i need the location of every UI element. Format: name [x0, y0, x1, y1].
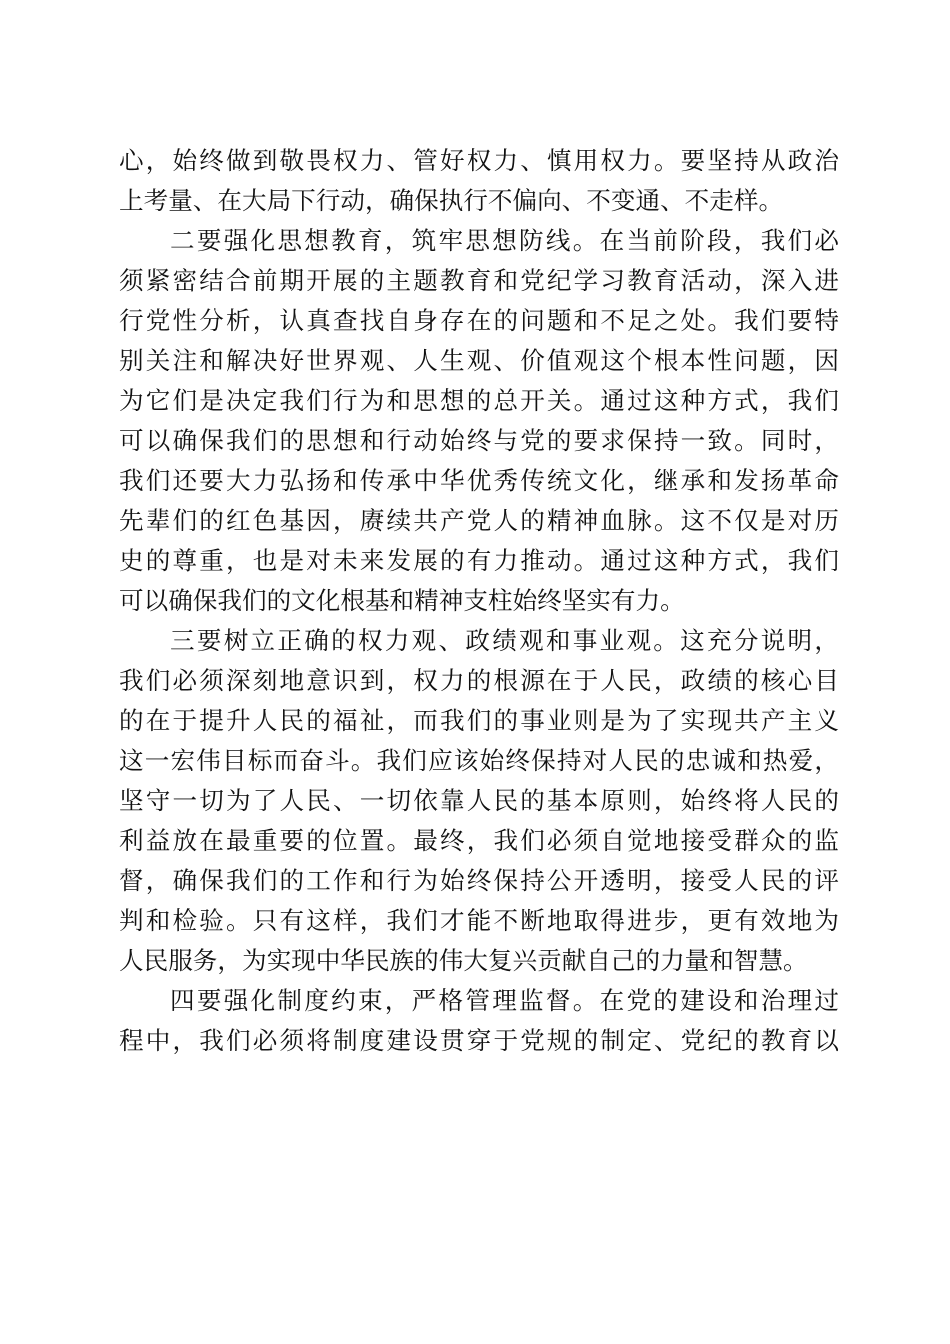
text-line: 人民服务，为实现中华民族的伟大复兴贡献自己的力量和智慧。: [119, 946, 808, 975]
text-line: 可以确保我们的文化根基和精神支柱始终坚实有力。: [119, 586, 685, 615]
text-line: 判和检验。只有这样，我们才能不断地取得进步，更有效地为: [119, 906, 839, 935]
text-line: 我们必须深刻地意识到，权力的根源在于人民，政绩的核心目: [119, 666, 839, 695]
text-line: 这一宏伟目标而奋斗。我们应该始终保持对人民的忠诚和热爱，: [119, 746, 839, 775]
text-line: 先辈们的红色基因，赓续共产党人的精神血脉。这不仅是对历: [119, 506, 839, 535]
paragraph-start-line: 二要强化思想教育，筑牢思想防线。在当前阶段，我们必: [170, 226, 839, 255]
text-line: 坚守一切为了人民、一切依靠人民的基本原则，始终将人民的: [119, 786, 839, 815]
text-line: 须紧密结合前期开展的主题教育和党纪学习教育活动，深入进: [119, 266, 839, 295]
text-line: 利益放在最重要的位置。最终，我们必须自觉地接受群众的监: [119, 826, 839, 855]
text-line: 别关注和解决好世界观、人生观、价值观这个根本性问题，因: [119, 346, 839, 375]
text-line: 的在于提升人民的福祉，而我们的事业则是为了实现共产主义: [119, 706, 839, 735]
text-line: 史的尊重，也是对未来发展的有力推动。通过这种方式，我们: [119, 546, 839, 575]
paragraph-start-line: 三要树立正确的权力观、政绩观和事业观。这充分说明，: [170, 626, 839, 655]
text-line: 行党性分析，认真查找自身存在的问题和不足之处。我们要特: [119, 306, 839, 335]
text-line: 我们还要大力弘扬和传承中华优秀传统文化，继承和发扬革命: [119, 466, 839, 495]
text-line: 督，确保我们的工作和行为始终保持公开透明，接受人民的评: [119, 866, 839, 895]
text-line: 心，始终做到敬畏权力、管好权力、慎用权力。要坚持从政治: [119, 146, 839, 175]
text-line: 可以确保我们的思想和行动始终与党的要求保持一致。同时，: [119, 426, 839, 455]
paragraph-start-line: 四要强化制度约束，严格管理监督。在党的建设和治理过: [170, 986, 839, 1015]
text-line: 程中，我们必须将制度建设贯穿于党规的制定、党纪的教育以: [119, 1026, 839, 1055]
text-line: 为它们是决定我们行为和思想的总开关。通过这种方式，我们: [119, 386, 839, 415]
text-line: 上考量、在大局下行动，确保执行不偏向、不变通、不走样。: [119, 186, 784, 215]
body-text: [119, 141, 839, 1061]
